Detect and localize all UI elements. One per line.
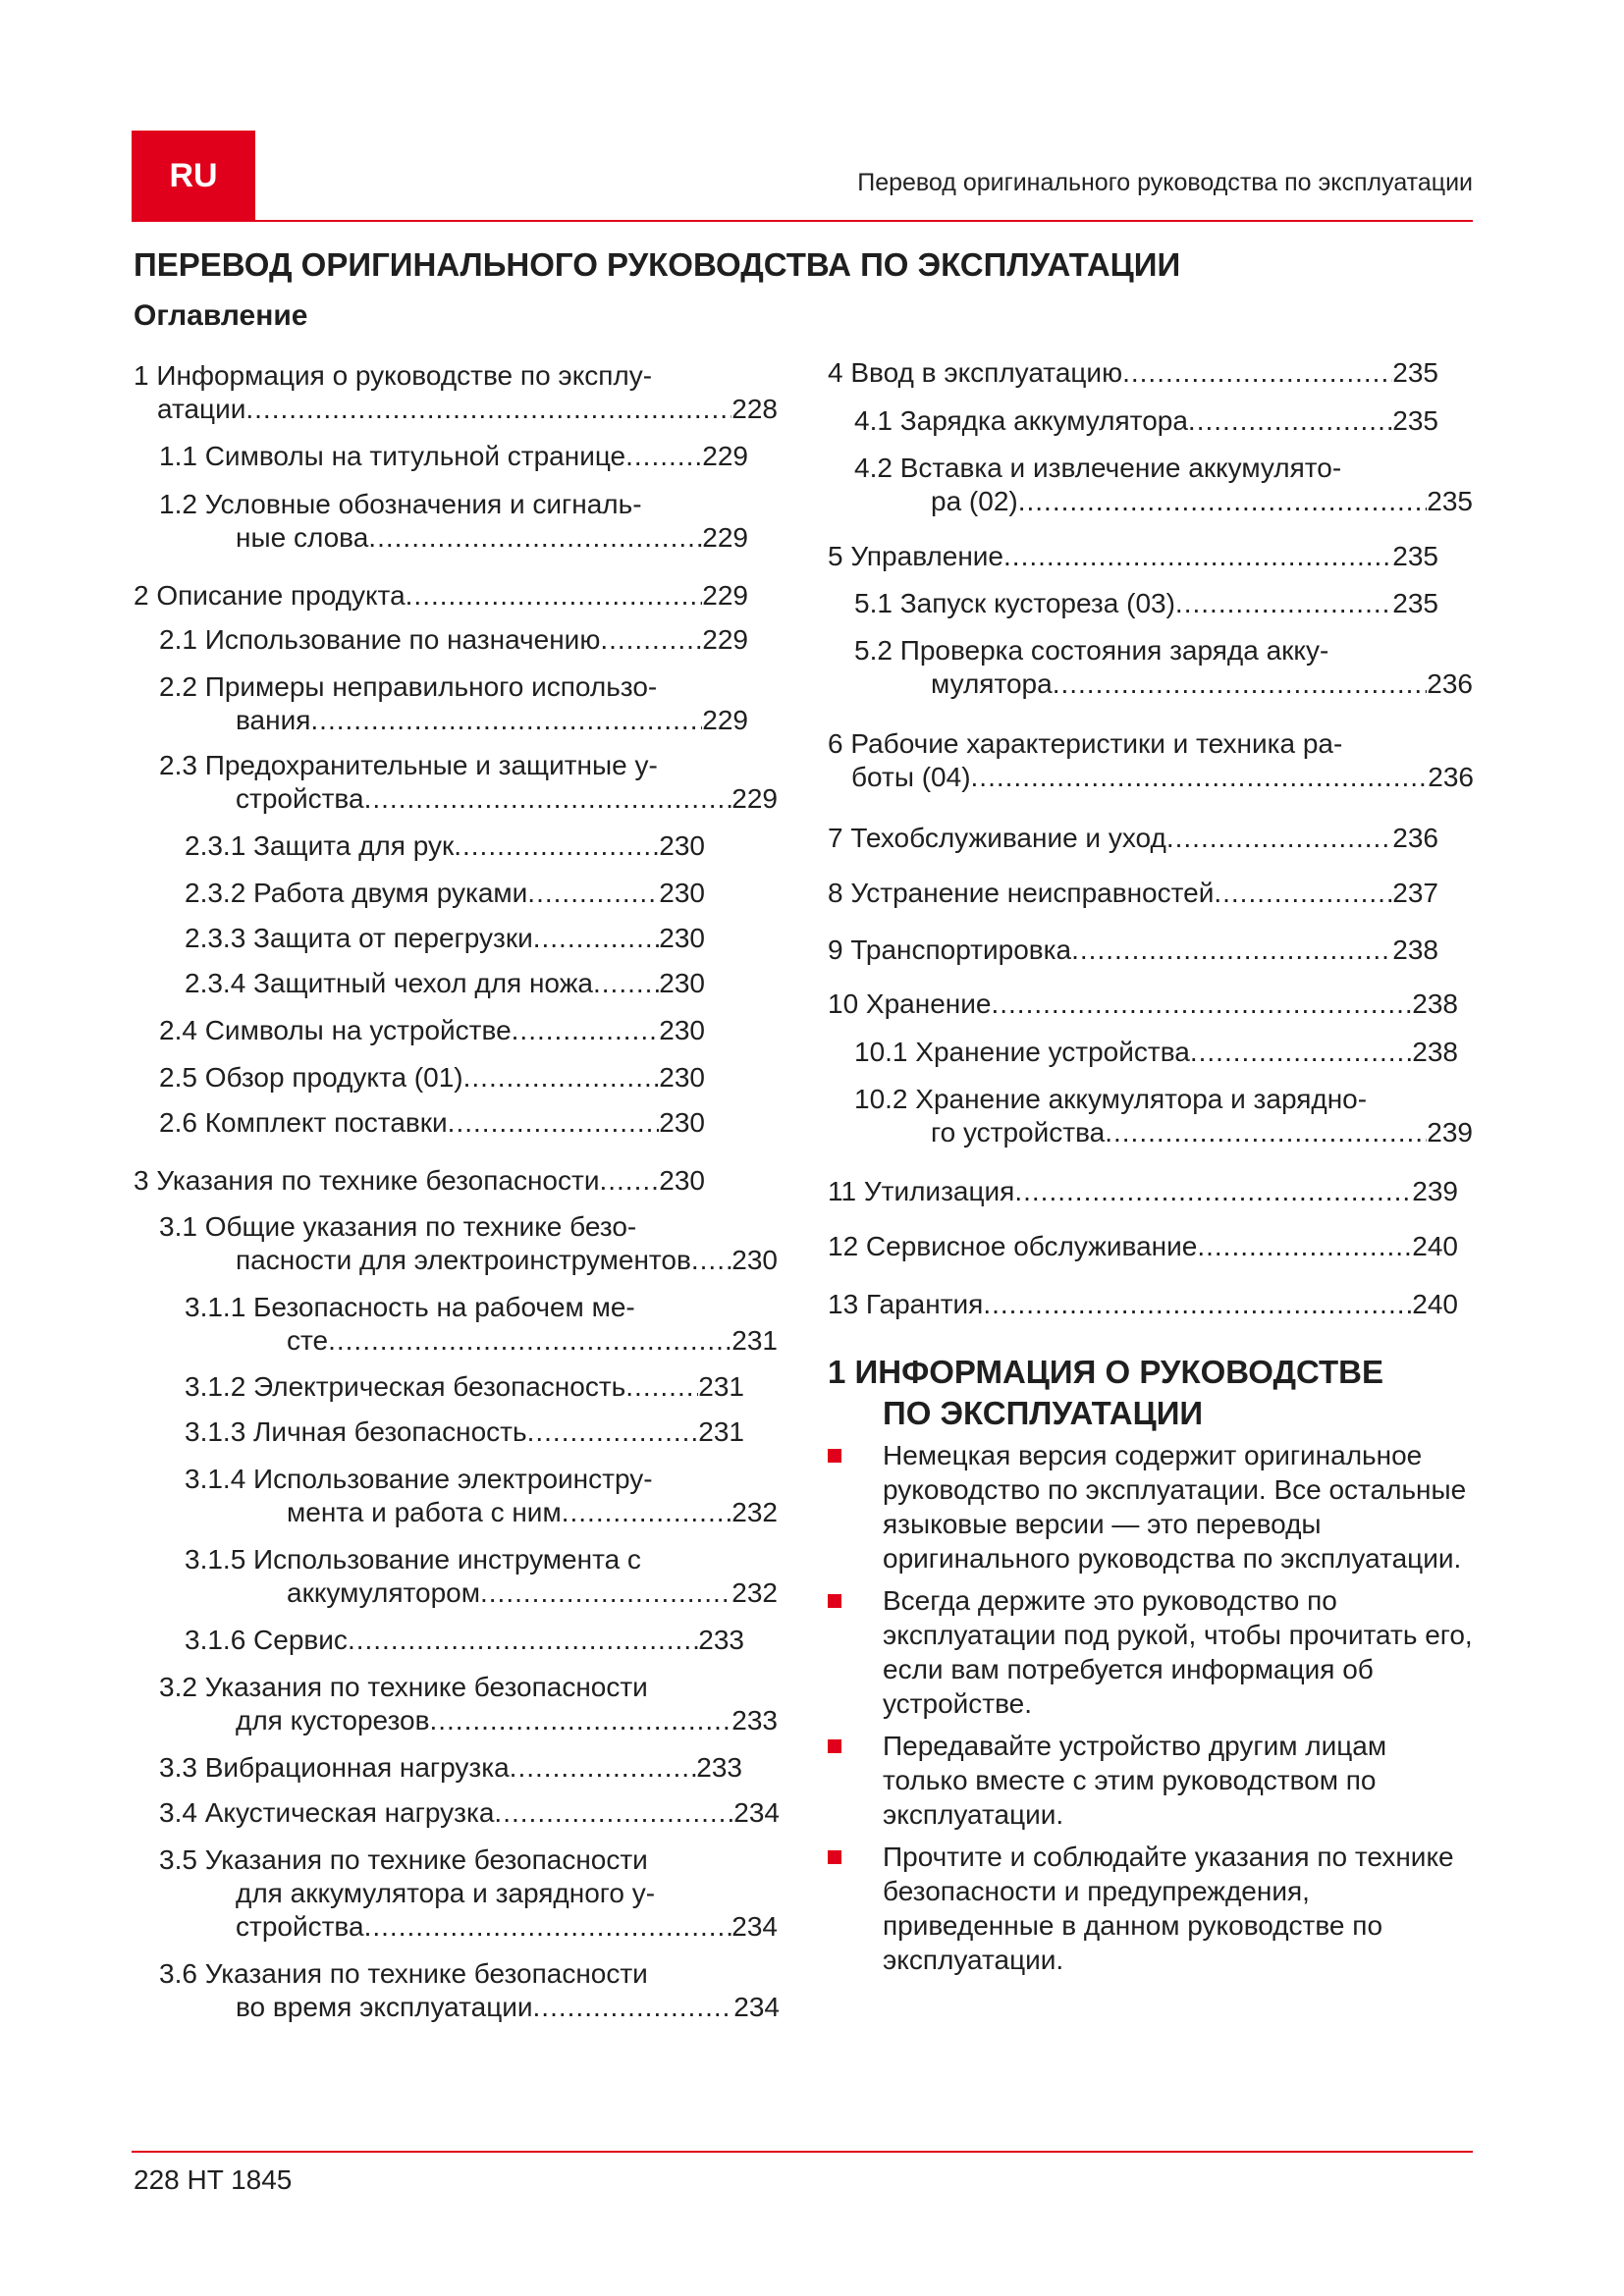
toc-dot-leader — [533, 922, 660, 955]
toc-entry-text: 3.1.6 Сервис — [185, 1625, 348, 1655]
toc-page-number: 232 — [731, 1577, 778, 1608]
bullet-square-icon — [828, 1739, 841, 1753]
toc-page-number: 233 — [698, 1625, 744, 1655]
toc-entry — [159, 1957, 780, 2024]
toc-dot-leader — [599, 1164, 659, 1198]
toc-dot-leader — [328, 1324, 731, 1358]
section-1-bullet-list — [828, 1438, 1476, 1985]
toc-entry — [159, 1843, 778, 1944]
toc-entry-text: 2.4 Символы на устройстве — [159, 1015, 512, 1045]
toc-page-number: 237 — [1392, 878, 1438, 908]
list-item — [828, 1729, 1476, 1832]
toc-entry — [828, 1288, 1458, 1321]
toc-entry-text: го устройства — [931, 1117, 1106, 1148]
toc-entry — [185, 922, 705, 955]
toc-entry — [159, 670, 748, 737]
toc-dot-leader — [512, 1014, 660, 1047]
toc-page-number: 230 — [659, 968, 705, 998]
toc-dot-leader — [983, 1288, 1412, 1321]
toc-dot-leader — [368, 521, 702, 555]
toc-dot-leader — [1190, 1036, 1412, 1069]
toc-entry — [134, 579, 748, 613]
toc-entry-text: 3.5 Указания по технике безопасности — [159, 1844, 648, 1875]
toc-entry-text: сте — [287, 1325, 329, 1356]
toc-entry — [185, 1463, 778, 1529]
toc-dot-leader — [625, 1370, 698, 1404]
toc-dot-leader — [1197, 1230, 1412, 1263]
toc-entry — [828, 988, 1458, 1021]
toc-page-number: 238 — [1412, 1037, 1458, 1067]
toc-entry — [185, 1543, 778, 1610]
toc-dot-leader — [625, 440, 702, 473]
toc-entry — [134, 1164, 705, 1198]
toc-dot-leader — [1188, 404, 1392, 438]
toc-entry — [159, 1210, 778, 1277]
toc-title: Оглавление — [134, 299, 308, 332]
toc-dot-leader — [533, 1991, 734, 2024]
toc-page-number: 235 — [1392, 541, 1438, 571]
toc-page-number: 231 — [731, 1325, 778, 1356]
section-1-heading — [828, 1352, 1383, 1434]
toc-page-number: 230 — [659, 923, 705, 953]
toc-page-number: 229 — [702, 441, 748, 471]
toc-entry-text: 5.2 Проверка состояния заряда акку- — [854, 635, 1329, 666]
toc-page-number: 239 — [1412, 1176, 1458, 1206]
toc-dot-leader — [1014, 1175, 1412, 1208]
list-item — [828, 1583, 1476, 1721]
toc-entry-text: 3.1.5 Использование инструмента с — [185, 1544, 641, 1575]
toc-entry-text: ные слова — [236, 522, 369, 553]
toc-dot-leader — [463, 1061, 660, 1095]
toc-dot-leader — [1053, 667, 1428, 701]
toc-entry — [159, 1014, 705, 1047]
toc-page-number: 240 — [1412, 1231, 1458, 1261]
bullet-square-icon — [828, 1449, 841, 1463]
toc-dot-leader — [510, 1751, 697, 1785]
toc-dot-leader — [527, 1415, 699, 1449]
toc-page-number: 230 — [659, 1107, 705, 1138]
toc-entry-text: 12 Сервисное обслуживание — [828, 1231, 1198, 1261]
toc-dot-leader — [429, 1704, 731, 1737]
toc-dot-leader — [364, 1910, 732, 1944]
toc-entry-text: 3 Указания по технике безопасности — [134, 1165, 600, 1196]
toc-entry-text: 11 Утилизация — [828, 1176, 1015, 1206]
toc-entry — [185, 829, 705, 863]
toc-entry-text: 3.1.3 Личная безопасность — [185, 1416, 527, 1447]
toc-page-number: 238 — [1412, 988, 1458, 1019]
toc-dot-leader — [245, 393, 731, 426]
toc-dot-leader — [494, 1796, 733, 1830]
toc-entry-text: 4.1 Зарядка аккумулятора — [854, 405, 1188, 436]
toc-dot-leader — [971, 761, 1429, 794]
toc-entry — [159, 749, 778, 816]
toc-entry-text: 4 Ввод в эксплуатацию — [828, 357, 1123, 388]
toc-page-number: 230 — [659, 1015, 705, 1045]
toc-dot-leader — [1071, 934, 1392, 967]
toc-entry-text: 3.1.1 Безопасность на рабочем ме- — [185, 1292, 635, 1322]
toc-dot-leader — [562, 1496, 732, 1529]
toc-entry-text: атации — [157, 394, 246, 424]
toc-entry-text: аккумулятором — [287, 1577, 480, 1608]
toc-page-number: 230 — [659, 1165, 705, 1196]
toc-page-number: 234 — [733, 1797, 780, 1828]
toc-entry — [828, 934, 1438, 967]
toc-entry-text: ра (02) — [931, 486, 1018, 516]
section-1-heading-line2: ПО ЭКСПЛУАТАЦИИ — [883, 1395, 1204, 1431]
toc-entry — [854, 1083, 1473, 1149]
toc-page-number: 236 — [1428, 762, 1474, 792]
toc-entry — [159, 623, 748, 657]
toc-entry-text: 5.1 Запуск кустореза (03) — [854, 588, 1175, 618]
toc-entry-text: мента и работа с ним — [287, 1497, 562, 1527]
toc-dot-leader — [448, 1106, 660, 1140]
toc-entry-text: 1.2 Условные обозначения и сигналь- — [159, 489, 642, 519]
toc-page-number: 235 — [1427, 486, 1473, 516]
bullet-text: Прочтите и соблюдайте указания по технике безопасности и предупреждения, приведенные в данном руководстве по эксплуатации. — [883, 1842, 1454, 1975]
toc-entry-text: 3.1.4 Использование электроинстру- — [185, 1464, 653, 1494]
toc-dot-leader — [1018, 485, 1428, 518]
toc-entry — [854, 634, 1473, 701]
toc-page-number: 232 — [731, 1497, 778, 1527]
bullet-text: Всегда держите это руководство по эксплуатации под рукой, чтобы прочитать его, если вам потребуется информация об устройстве. — [883, 1585, 1473, 1719]
toc-page-number: 238 — [1392, 934, 1438, 965]
toc-entry — [854, 1036, 1458, 1069]
toc-entry-text: стройства — [236, 1911, 364, 1942]
toc-entry — [854, 452, 1473, 518]
language-badge: RU — [132, 131, 255, 221]
toc-entry — [159, 440, 748, 473]
toc-entry — [159, 1061, 705, 1095]
toc-dot-leader — [1175, 587, 1392, 620]
toc-entry — [828, 356, 1438, 390]
toc-entry-text: для кусторезов — [236, 1705, 430, 1735]
toc-page-number: 233 — [696, 1752, 742, 1783]
toc-entry-text: 3.1.2 Электрическая безопасность — [185, 1371, 626, 1402]
toc-entry-text: боты (04) — [851, 762, 971, 792]
toc-entry-text: 10.2 Хранение аккумулятора и зарядно- — [854, 1084, 1368, 1114]
toc-dot-leader — [1003, 540, 1392, 573]
toc-entry — [185, 1624, 744, 1657]
toc-entry-text: 6 Рабочие характеристики и техника ра- — [828, 728, 1343, 759]
running-header-title: Перевод оригинального руководства по эксплуатации — [857, 169, 1473, 196]
toc-entry — [828, 540, 1438, 573]
toc-entry-text: 2.1 Использование по назначению — [159, 624, 601, 655]
toc-entry — [159, 1751, 742, 1785]
toc-dot-leader — [593, 967, 659, 1000]
toc-page-number: 234 — [731, 1911, 778, 1942]
toc-page-number: 240 — [1412, 1289, 1458, 1319]
toc-entry-text: 9 Транспортировка — [828, 934, 1072, 965]
toc-dot-leader — [527, 877, 659, 910]
footer-divider — [132, 2151, 1473, 2153]
toc-entry-text: 10.1 Хранение устройства — [854, 1037, 1190, 1067]
toc-dot-leader — [600, 623, 702, 657]
toc-entry — [854, 587, 1438, 620]
toc-page-number: 230 — [731, 1245, 778, 1275]
toc-page-number: 231 — [698, 1371, 744, 1402]
toc-page-number: 234 — [733, 1992, 780, 2022]
toc-entry — [185, 1370, 744, 1404]
toc-dot-leader — [364, 782, 732, 816]
section-1-heading-line1: 1 ИНФОРМАЦИЯ О РУКОВОДСТВЕ — [828, 1354, 1384, 1390]
document-title: ПЕРЕВОД ОРИГИНАЛЬНОГО РУКОВОДСТВА ПО ЭКСПЛУАТАЦИИ — [134, 246, 1181, 283]
toc-entry — [185, 1291, 778, 1358]
toc-dot-leader — [1122, 356, 1392, 390]
toc-entry — [828, 1175, 1458, 1208]
toc-dot-leader — [691, 1244, 731, 1277]
toc-entry — [159, 1671, 778, 1737]
toc-entry-text: во время эксплуатации — [236, 1992, 533, 2022]
bullet-text: Немецкая версия содержит оригинальное руководство по эксплуатации. Все остальные языковые версии — это переводы оригинального руководства по эксплуатации. — [883, 1440, 1467, 1574]
toc-dot-leader — [1105, 1116, 1427, 1149]
toc-entry-text: 2.3.4 Защитный чехол для ножа — [185, 968, 593, 998]
toc-dot-leader — [991, 988, 1412, 1021]
toc-page-number: 235 — [1392, 588, 1438, 618]
toc-entry-text: для аккумулятора и зарядного у- — [236, 1878, 656, 1908]
toc-entry-text: 2.3.1 Защита для рук — [185, 830, 455, 861]
toc-entry-text: стройства — [236, 783, 364, 814]
toc-page-number: 229 — [702, 580, 748, 611]
toc-entry — [828, 822, 1438, 855]
toc-entry-text: 3.2 Указания по технике безопасности — [159, 1672, 648, 1702]
toc-entry-text: вания — [236, 705, 311, 735]
toc-entry — [159, 1106, 705, 1140]
bullet-square-icon — [828, 1850, 841, 1864]
toc-entry — [185, 1415, 744, 1449]
toc-page-number: 230 — [659, 830, 705, 861]
toc-entry-text: 7 Техобслуживание и уход — [828, 823, 1166, 853]
toc-entry-text: 3.6 Указания по технике безопасности — [159, 1958, 648, 1989]
toc-page-number: 229 — [702, 624, 748, 655]
toc-dot-leader — [310, 704, 702, 737]
toc-entry-text: 3.1 Общие указания по технике безо- — [159, 1211, 637, 1242]
toc-entry-text: 5 Управление — [828, 541, 1004, 571]
toc-entry — [828, 1230, 1458, 1263]
toc-entry-text: 13 Гарантия — [828, 1289, 984, 1319]
toc-entry-text: 2.3.2 Работа двумя руками — [185, 878, 528, 908]
toc-page-number: 236 — [1392, 823, 1438, 853]
toc-entry — [854, 404, 1438, 438]
toc-entry-text: 2.5 Обзор продукта (01) — [159, 1062, 463, 1093]
toc-page-number: 230 — [659, 878, 705, 908]
toc-page-number: 235 — [1392, 405, 1438, 436]
toc-entry-text: 1 Информация о руководстве по эксплу- — [134, 360, 653, 391]
toc-entry — [134, 359, 778, 426]
toc-dot-leader — [406, 579, 703, 613]
toc-entry-text: 2.6 Комплект поставки — [159, 1107, 448, 1138]
page-footer: 228 HT 1845 — [134, 2164, 293, 2195]
toc-entry-text: 3.3 Вибрационная нагрузка — [159, 1752, 510, 1783]
toc-page-number: 233 — [731, 1705, 778, 1735]
toc-entry-text: 2.3.3 Защита от перегрузки — [185, 923, 533, 953]
toc-page-number: 229 — [702, 705, 748, 735]
bullet-square-icon — [828, 1594, 841, 1608]
toc-page-number: 235 — [1392, 357, 1438, 388]
toc-page-number: 230 — [659, 1062, 705, 1093]
toc-entry-text: 3.4 Акустическая нагрузка — [159, 1797, 495, 1828]
bullet-text: Передавайте устройство другим лицам только вместе с этим руководством по эксплуатации. — [883, 1731, 1387, 1830]
toc-dot-leader — [1214, 877, 1392, 910]
toc-dot-leader — [454, 829, 659, 863]
toc-dot-leader — [480, 1576, 731, 1610]
toc-page-number: 239 — [1427, 1117, 1473, 1148]
header-divider — [132, 220, 1473, 222]
toc-page-number: 228 — [731, 394, 778, 424]
toc-entry-text: мулятора — [931, 668, 1053, 699]
toc-entry — [185, 877, 705, 910]
toc-entry — [185, 967, 705, 1000]
toc-page-number: 231 — [698, 1416, 744, 1447]
toc-entry-text: 8 Устранение неисправностей — [828, 878, 1215, 908]
toc-entry-text: 10 Хранение — [828, 988, 992, 1019]
toc-entry — [159, 488, 748, 555]
toc-entry — [828, 727, 1474, 794]
toc-dot-leader — [1166, 822, 1392, 855]
toc-entry-text: 4.2 Вставка и извлечение аккумулято- — [854, 453, 1342, 483]
toc-entry-text: 2.2 Примеры неправильного использо- — [159, 671, 658, 702]
toc-entry-text: пасности для электроинструментов — [236, 1245, 691, 1275]
toc-dot-leader — [348, 1624, 698, 1657]
toc-entry — [828, 877, 1438, 910]
toc-page-number: 229 — [702, 522, 748, 553]
toc-page-number: 229 — [731, 783, 778, 814]
toc-entry-text: 2.3 Предохранительные и защитные у- — [159, 750, 658, 780]
toc-entry — [159, 1796, 780, 1830]
list-item — [828, 1438, 1476, 1575]
list-item — [828, 1840, 1476, 1977]
toc-entry-text: 2 Описание продукта — [134, 580, 406, 611]
toc-entry-text: 1.1 Символы на титульной странице — [159, 441, 626, 471]
toc-page-number: 236 — [1427, 668, 1473, 699]
